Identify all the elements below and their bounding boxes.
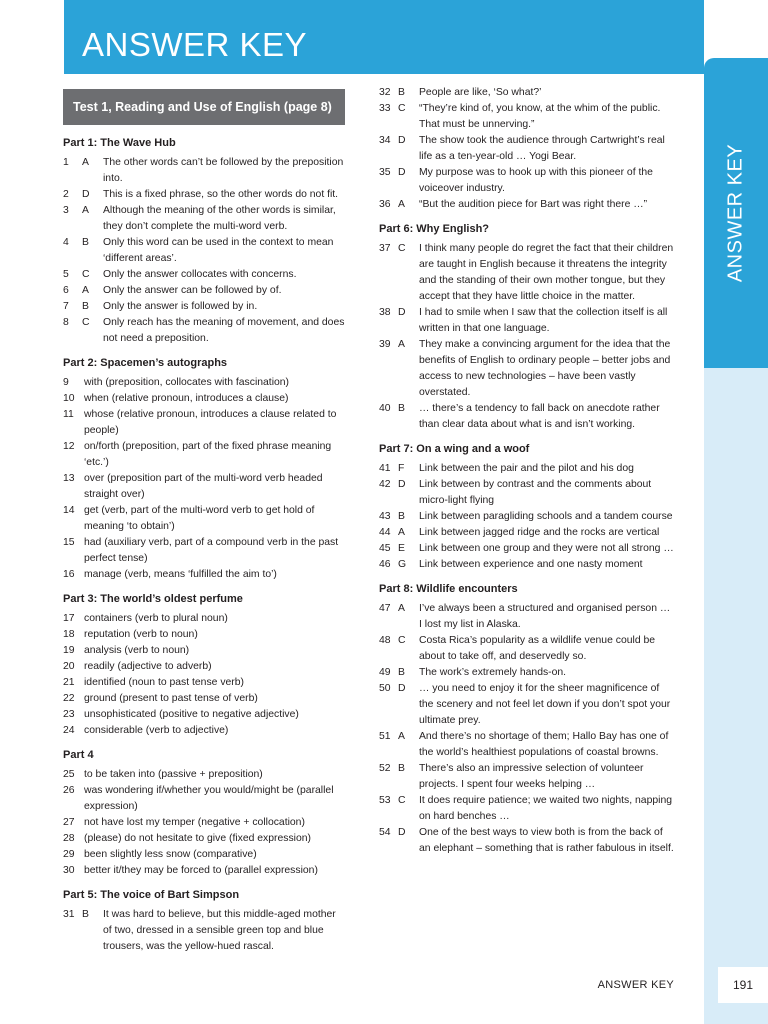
answer-number: 14 — [63, 505, 75, 516]
answer-number: 26 — [63, 785, 75, 796]
header-band — [64, 0, 704, 74]
answer-row — [63, 391, 345, 407]
answer-row — [63, 315, 345, 347]
answer-letter: B — [398, 667, 405, 678]
answer-letter: A — [398, 603, 405, 614]
answer-row — [63, 723, 345, 739]
answer-text: This is a fixed phrase, so the other words do not fit. — [103, 189, 339, 200]
answer-text: Only the answer collocates with concerns. — [103, 269, 297, 280]
answer-row — [379, 197, 675, 213]
answer-text: reputation (verb to noun) — [84, 629, 198, 640]
answer-row — [379, 401, 675, 433]
answer-row — [379, 337, 675, 401]
right-column — [379, 85, 675, 857]
answer-number: 36 — [379, 199, 391, 210]
side-strip — [704, 368, 768, 1024]
answer-text: People are like, ‘So what?’ — [419, 87, 542, 98]
answer-number: 43 — [379, 511, 391, 522]
answer-number: 25 — [63, 769, 75, 780]
answer-text: I think many people do regret the fact that their children are taught in English because it threatens the integrity and the standing of their own mother tongue, but they accept that they have little choice in the matter. — [419, 243, 674, 302]
answer-text: readily (adjective to adverb) — [84, 661, 212, 672]
answer-text: Costa Rica’s popularity as a wildlife venue could be about to take off, and deservedly so. — [419, 635, 656, 662]
answer-text: The show took the audience through Cartwright’s real life as a ten-year-old … Yogi Bear. — [419, 135, 665, 162]
answer-number: 54 — [379, 827, 391, 838]
answer-text: whose (relative pronoun, introduces a clause related to people) — [84, 409, 337, 436]
answer-number: 45 — [379, 543, 391, 554]
answer-letter: A — [398, 339, 405, 350]
answer-letter: B — [82, 909, 89, 920]
answer-number: 41 — [379, 463, 391, 474]
answer-text: better it/they may be forced to (parallel expression) — [84, 865, 318, 876]
answer-number: 5 — [63, 269, 69, 280]
answer-number: 46 — [379, 559, 391, 570]
answer-number: 21 — [63, 677, 75, 688]
part-heading: Part 4 — [63, 749, 94, 761]
page-number-box — [718, 967, 768, 1003]
answer-row — [63, 187, 345, 203]
answer-number: 30 — [63, 865, 75, 876]
answer-text: containers (verb to plural noun) — [84, 613, 228, 624]
answer-text: It was hard to believe, but this middle-aged mother of two, dressed in a sensible green top and blue trousers, was the yellow-hued rascal. — [103, 909, 336, 952]
answer-row — [63, 235, 345, 267]
answer-text: not have lost my temper (negative + collocation) — [84, 817, 305, 828]
answer-text: “But the audition piece for Bart was right there …” — [419, 199, 648, 210]
answer-row — [63, 567, 345, 583]
answer-letter: C — [398, 635, 406, 646]
part-heading: Part 6: Why English? — [379, 223, 490, 235]
answer-row — [379, 241, 675, 305]
answer-letter: A — [398, 527, 405, 538]
answer-number: 27 — [63, 817, 75, 828]
answer-text: (please) do not hesitate to give (fixed expression) — [84, 833, 311, 844]
answer-row — [63, 267, 345, 283]
answer-row — [379, 305, 675, 337]
answer-row — [63, 863, 345, 879]
answer-letter: A — [398, 731, 405, 742]
answer-text: had (auxiliary verb, part of a compound verb in the past perfect tense) — [84, 537, 339, 564]
answer-row — [379, 461, 675, 477]
answer-number: 53 — [379, 795, 391, 806]
answer-number: 6 — [63, 285, 69, 296]
answer-row — [63, 707, 345, 723]
answer-text: was wondering if/whether you would/might be (parallel expression) — [84, 785, 334, 812]
answer-number: 2 — [63, 189, 69, 200]
answer-number: 4 — [63, 237, 69, 248]
answer-letter: C — [82, 269, 90, 280]
answer-number: 10 — [63, 393, 75, 404]
answer-text: on/forth (preposition, part of the fixed phrase meaning ‘etc.’) — [84, 441, 332, 468]
answer-number: 32 — [379, 87, 391, 98]
answer-number: 47 — [379, 603, 391, 614]
answer-row — [379, 525, 675, 541]
answer-number: 13 — [63, 473, 75, 484]
answer-text: It does require patience; we waited two nights, napping on hard benches … — [419, 795, 672, 822]
answer-row — [379, 509, 675, 525]
answer-row — [63, 203, 345, 235]
answer-row — [63, 691, 345, 707]
answer-text: Link between jagged ridge and the rocks are vertical — [419, 527, 660, 538]
answer-letter: D — [398, 307, 406, 318]
answer-text: One of the best ways to view both is from the back of an elephant – something that is rather fabulous in itself. — [419, 827, 674, 854]
answer-letter: B — [82, 301, 89, 312]
answer-row — [63, 155, 345, 187]
answer-number: 39 — [379, 339, 391, 350]
part-heading: Part 7: On a wing and a woof — [379, 443, 530, 455]
answer-number: 35 — [379, 167, 391, 178]
answer-number: 49 — [379, 667, 391, 678]
answer-row — [63, 375, 345, 391]
answer-row — [379, 633, 675, 665]
answer-text: Only the answer is followed by in. — [103, 301, 258, 312]
answer-letter: D — [398, 683, 406, 694]
answer-letter: B — [398, 87, 405, 98]
answer-row — [63, 471, 345, 503]
side-tab — [704, 58, 768, 368]
answer-text: … you need to enjoy it for the sheer magnificence of the scenery and not feel let down if you don’t spot your ultimate prey. — [419, 683, 671, 726]
answer-number: 37 — [379, 243, 391, 254]
answer-row — [379, 665, 675, 681]
answer-row — [63, 643, 345, 659]
answer-text: My purpose was to hook up with this pioneer of the voiceover industry. — [419, 167, 653, 194]
answer-letter: C — [82, 317, 90, 328]
answer-number: 34 — [379, 135, 391, 146]
answer-number: 52 — [379, 763, 391, 774]
answer-text: “They’re kind of, you know, at the whim of the public. That must be unnerving.” — [419, 103, 661, 130]
answer-letter: D — [398, 479, 406, 490]
answer-text: analysis (verb to noun) — [84, 645, 190, 656]
answer-letter: G — [398, 559, 407, 570]
answer-number: 24 — [63, 725, 75, 736]
answer-text: Only the answer can be followed by of. — [103, 285, 282, 296]
answer-row — [63, 783, 345, 815]
answer-letter: C — [398, 243, 406, 254]
answer-letter: A — [82, 205, 89, 216]
answer-text: Link between paragliding schools and a tandem course — [419, 511, 673, 522]
page-title: ANSWER KEY — [82, 26, 308, 63]
part-heading: Part 2: Spacemen’s autographs — [63, 357, 228, 369]
answer-number: 38 — [379, 307, 391, 318]
answer-letter: B — [398, 511, 405, 522]
answer-row — [379, 165, 675, 197]
answer-row — [63, 627, 345, 643]
answer-number: 31 — [63, 909, 75, 920]
footer-label: ANSWER KEY — [597, 979, 674, 991]
answer-text: considerable (verb to adjective) — [84, 725, 229, 736]
answer-letter: A — [82, 157, 89, 168]
part-heading: Part 3: The world’s oldest perfume — [63, 593, 243, 605]
answer-row — [63, 815, 345, 831]
answer-row — [379, 557, 675, 573]
answer-row — [379, 541, 675, 557]
answer-letter: E — [398, 543, 405, 554]
answer-text: over (preposition part of the multi-word verb headed straight over) — [84, 473, 323, 500]
answer-text: They make a convincing argument for the idea that the benefits of English to ordinary people – better jobs and access to new technologies – have been vastly overstated. — [419, 339, 671, 398]
test-heading: Test 1, Reading and Use of English (page 8) — [63, 89, 345, 125]
answer-text: ground (present to past tense of verb) — [84, 693, 258, 704]
answer-row — [379, 101, 675, 133]
answer-row — [63, 847, 345, 863]
answer-letter: F — [398, 463, 405, 474]
answer-letter: A — [398, 199, 405, 210]
answer-row — [379, 729, 675, 761]
answer-letter: D — [398, 135, 406, 146]
answer-text: identified (noun to past tense verb) — [84, 677, 244, 688]
answer-text: manage (verb, means ‘fulfilled the aim to’) — [84, 569, 277, 580]
answer-number: 48 — [379, 635, 391, 646]
answer-letter: A — [82, 285, 89, 296]
answer-number: 20 — [63, 661, 75, 672]
answer-number: 15 — [63, 537, 75, 548]
answer-number: 33 — [379, 103, 391, 114]
answer-number: 1 — [63, 157, 69, 168]
answer-row — [63, 535, 345, 567]
answer-text: Link between one group and they were not all strong … — [419, 543, 674, 554]
part-heading: Part 1: The Wave Hub — [63, 137, 176, 149]
answer-row — [63, 439, 345, 471]
answer-row — [63, 675, 345, 691]
answer-text: Only reach has the meaning of movement, and does not need a preposition. — [103, 317, 345, 344]
answer-row — [63, 283, 345, 299]
answer-number: 50 — [379, 683, 391, 694]
answer-number: 44 — [379, 527, 391, 538]
answer-letter: D — [398, 827, 406, 838]
answer-number: 3 — [63, 205, 69, 216]
answer-letter: D — [82, 189, 90, 200]
answer-text: … there’s a tendency to fall back on anecdote rather than clear data about what is and isn’t working. — [419, 403, 660, 430]
answer-row — [379, 601, 675, 633]
answer-letter: C — [398, 103, 406, 114]
answer-number: 29 — [63, 849, 75, 860]
answer-row — [379, 85, 675, 101]
answer-number: 28 — [63, 833, 75, 844]
answer-number: 11 — [63, 409, 74, 420]
answer-number: 12 — [63, 441, 75, 452]
left-column — [63, 89, 345, 955]
side-tab-label: ANSWER KEY — [724, 143, 747, 283]
answer-text: unsophisticated (positive to negative adjective) — [84, 709, 299, 720]
answer-row — [379, 477, 675, 509]
answer-text: been slightly less snow (comparative) — [84, 849, 257, 860]
answer-number: 16 — [63, 569, 75, 580]
answer-text: Link between experience and one nasty moment — [419, 559, 643, 570]
answer-row — [379, 681, 675, 729]
answer-row — [63, 831, 345, 847]
answer-row — [379, 761, 675, 793]
answer-row — [63, 611, 345, 627]
answer-number: 40 — [379, 403, 391, 414]
answer-number: 7 — [63, 301, 69, 312]
answer-number: 8 — [63, 317, 69, 328]
part-heading: Part 8: Wildlife encounters — [379, 583, 518, 595]
answer-number: 23 — [63, 709, 75, 720]
answer-row — [379, 793, 675, 825]
answer-number: 17 — [63, 613, 75, 624]
answer-text: Link between by contrast and the comments about micro-light flying — [419, 479, 652, 506]
answer-number: 9 — [63, 377, 69, 388]
answer-row — [63, 503, 345, 535]
answer-text: The work’s extremely hands-on. — [419, 667, 567, 678]
answer-text: Although the meaning of the other words is similar, they don’t complete the multi-word verb. — [103, 205, 336, 232]
part-heading: Part 5: The voice of Bart Simpson — [63, 889, 240, 901]
answer-number: 42 — [379, 479, 391, 490]
answer-text: I’ve always been a structured and organised person … I lost my list in Alaska. — [419, 603, 671, 630]
answer-text: Link between the pair and the pilot and his dog — [419, 463, 634, 474]
answer-number: 19 — [63, 645, 75, 656]
answer-number: 18 — [63, 629, 75, 640]
answer-text: I had to smile when I saw that the collection itself is all written in that one language. — [419, 307, 668, 334]
answer-text: get (verb, part of the multi-word verb to get hold of meaning ‘to obtain’) — [84, 505, 315, 532]
answer-letter: B — [82, 237, 89, 248]
answer-text: And there’s no shortage of them; Hallo Bay has one of the world’s healthiest populations of coastal browns. — [419, 731, 669, 758]
page-number: 191 — [732, 978, 754, 992]
answer-row — [379, 133, 675, 165]
answer-text: to be taken into (passive + preposition) — [84, 769, 263, 780]
answer-letter: C — [398, 795, 406, 806]
answer-row — [63, 767, 345, 783]
answer-number: 51 — [379, 731, 391, 742]
answer-letter: B — [398, 403, 405, 414]
answer-row — [63, 299, 345, 315]
answer-row — [63, 407, 345, 439]
answer-row — [63, 659, 345, 675]
answer-letter: B — [398, 763, 405, 774]
answer-text: Only this word can be used in the context to mean ‘different areas’. — [103, 237, 334, 264]
answer-text: with (preposition, collocates with fascination) — [84, 377, 290, 388]
answer-text: The other words can’t be followed by the preposition into. — [103, 157, 344, 184]
answer-row — [379, 825, 675, 857]
answer-text: when (relative pronoun, introduces a clause) — [84, 393, 289, 404]
answer-row — [63, 907, 345, 955]
answer-letter: D — [398, 167, 406, 178]
answer-text: There’s also an impressive selection of volunteer projects. I spent four weeks helping … — [419, 763, 644, 790]
answer-number: 22 — [63, 693, 75, 704]
